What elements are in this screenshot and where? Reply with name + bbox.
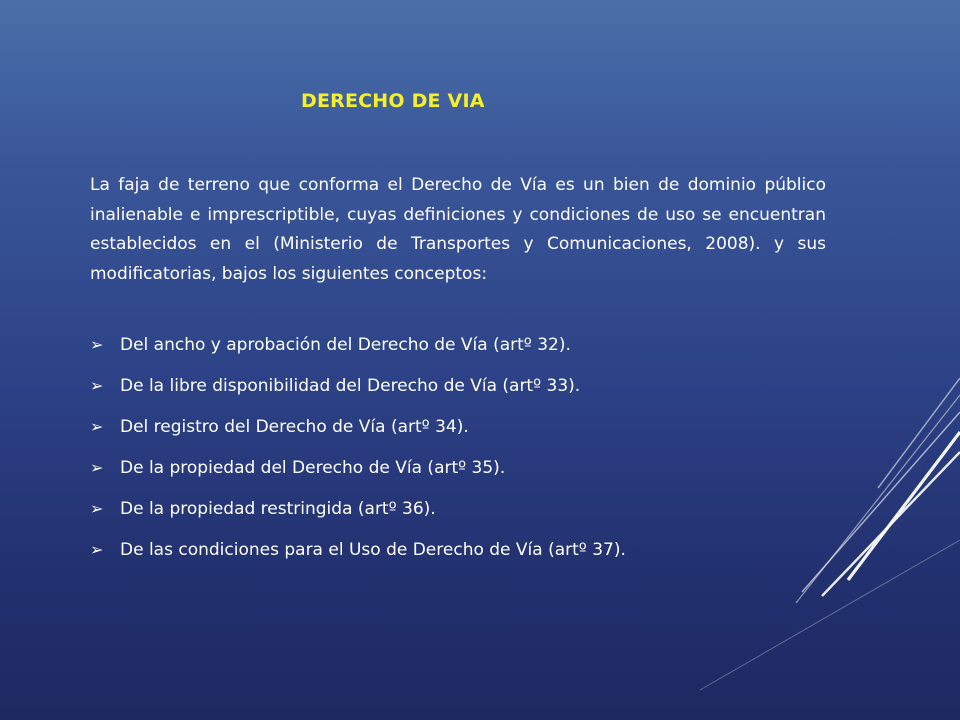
bullet-item	[90, 529, 850, 570]
arrow-bullet-icon: ➢	[90, 540, 104, 559]
bullet-text: De la libre disponibilidad del Derecho de Vía (artº 33).	[120, 375, 581, 396]
bullet-text: Del ancho y aprobación del Derecho de Vía (artº 32).	[120, 334, 571, 355]
bullet-item	[90, 488, 850, 529]
arrow-bullet-icon: ➢	[90, 335, 104, 354]
arrow-bullet-icon: ➢	[90, 458, 104, 477]
deco-line	[878, 378, 960, 488]
bullet-item	[90, 324, 850, 365]
bullet-item	[90, 365, 850, 406]
intro-paragraph: La faja de terreno que conforma el Derecho de Vía es un bien de dominio público inalienable e imprescriptible, cuyas definiciones y condiciones de uso se encuentran establecidos en el (Ministerio de Transportes y Comunicaciones, 2008). y sus modificatorias, bajos los siguientes conceptos:	[90, 175, 826, 284]
bullet-text: Del registro del Derecho de Vía (artº 34).	[120, 416, 469, 437]
arrow-bullet-icon: ➢	[90, 376, 104, 395]
bullet-text: De la propiedad del Derecho de Vía (artº 35).	[120, 457, 506, 478]
slide-title: DERECHO DE VIA	[301, 90, 485, 112]
arrow-bullet-icon: ➢	[90, 499, 104, 518]
bullet-item	[90, 406, 850, 447]
arrow-bullet-icon: ➢	[90, 417, 104, 436]
bullet-text: De la propiedad restringida (artº 36).	[120, 498, 436, 519]
bullet-list	[90, 324, 850, 570]
bullet-text: De las condiciones para el Uso de Derecho de Vía (artº 37).	[120, 539, 626, 560]
bullet-item	[90, 447, 850, 488]
